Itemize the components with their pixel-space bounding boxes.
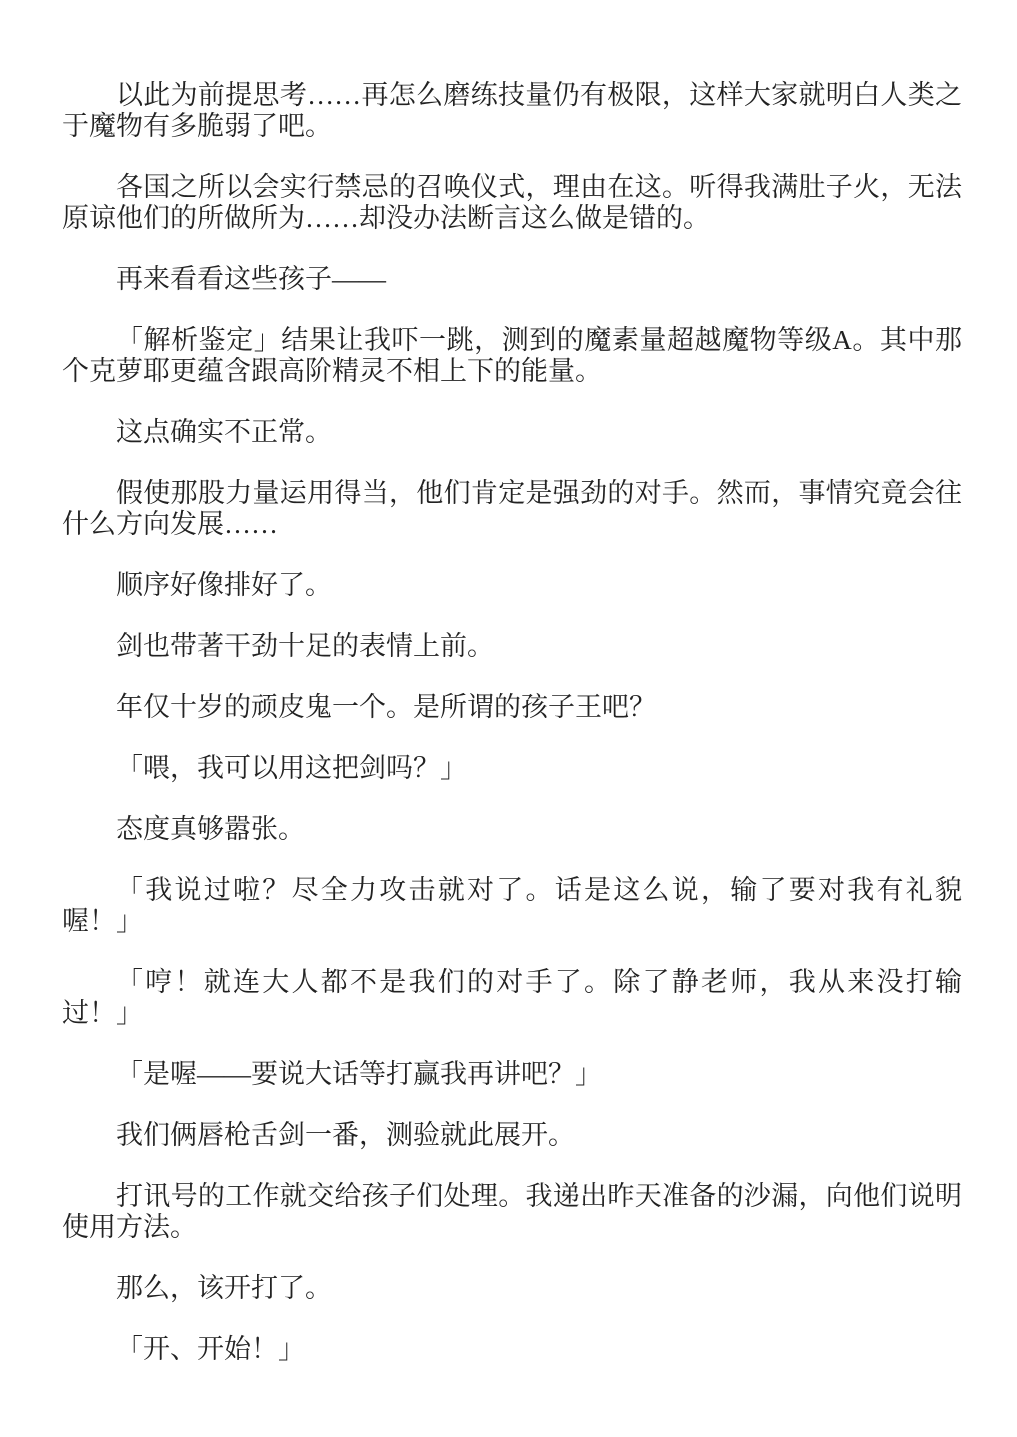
paragraph: 「喂，我可以用这把剑吗？」 bbox=[116, 753, 467, 783]
paragraph: 假使那股力量运用得当，他们肯定是强劲的对手。然而，事情究竟会往什么方向发展…… bbox=[62, 478, 962, 539]
paragraph: 剑也带著干劲十足的表情上前。 bbox=[116, 631, 494, 661]
paragraph: 那么，该开打了。 bbox=[116, 1273, 332, 1303]
paragraph: 年仅十岁的顽皮鬼一个。是所谓的孩子王吧？ bbox=[116, 692, 656, 722]
paragraph: 顺序好像排好了。 bbox=[116, 570, 332, 600]
paragraph: 「解析鉴定」结果让我吓一跳，测到的魔素量超越魔物等级A。其中那个克萝耶更蕴含跟高阶精灵不相上下的能量。 bbox=[62, 325, 962, 386]
paragraph: 「是喔——要说大话等打赢我再讲吧？」 bbox=[116, 1059, 602, 1089]
paragraph: 「开、开始！」 bbox=[116, 1334, 305, 1364]
paragraph: 各国之所以会实行禁忌的召唤仪式，理由在这。听得我满肚子火，无法原谅他们的所做所为……却没办法断言这么做是错的。 bbox=[62, 172, 962, 233]
paragraph: 打讯号的工作就交给孩子们处理。我递出昨天准备的沙漏，向他们说明使用方法。 bbox=[62, 1181, 962, 1242]
paragraph: 我们俩唇枪舌剑一番，测验就此展开。 bbox=[116, 1120, 575, 1150]
paragraph: 以此为前提思考……再怎么磨练技量仍有极限，这样大家就明白人类之于魔物有多脆弱了吧。 bbox=[62, 80, 962, 141]
body-text bbox=[62, 80, 962, 1365]
paragraph: 「我说过啦？尽全力攻击就对了。话是这么说，输了要对我有礼貌喔！」 bbox=[62, 875, 962, 936]
paragraph: 「哼！就连大人都不是我们的对手了。除了静老师，我从来没打输过！」 bbox=[62, 967, 962, 1028]
paragraph: 再来看看这些孩子—— bbox=[116, 264, 386, 294]
paragraph: 这点确实不正常。 bbox=[116, 417, 332, 447]
paragraph: 态度真够嚣张。 bbox=[116, 814, 305, 844]
